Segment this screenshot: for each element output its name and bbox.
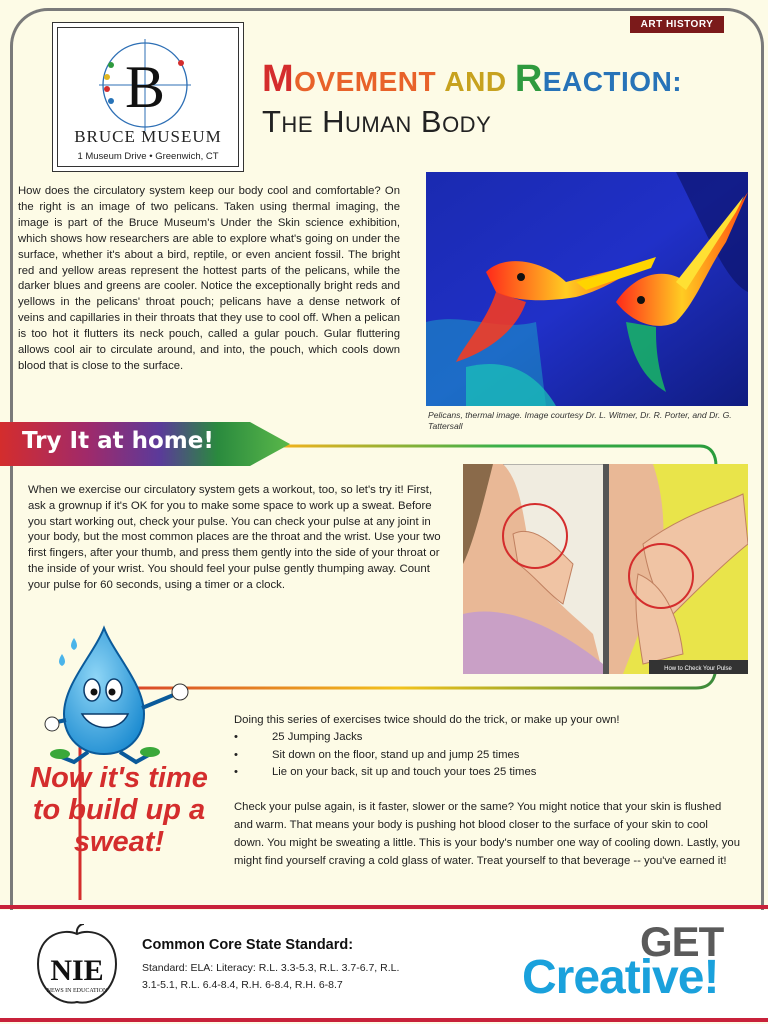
section-tag: ART HISTORY	[630, 16, 724, 33]
get-creative-get: GET	[640, 918, 724, 965]
svg-text:NEWS IN EDUCATION: NEWS IN EDUCATION	[46, 988, 108, 994]
svg-text:NIE: NIE	[50, 954, 104, 987]
ccss-standards: Standard: ELA: Literacy: R.L. 3.3-5.3, R.L. 3.7-6.7, R.L. 3.1-5.1, R.L. 6.4-8.4, R.H. 6-8.4, R.H. 6-8.7	[142, 962, 400, 991]
title-part: OVEMENT	[294, 66, 445, 97]
svg-text:How to Check Your Pulse: How to Check Your Pulse	[664, 666, 732, 672]
intro-paragraph: How does the circulatory system keep our body cool and comfortable? On the right is an image of two pelicans. Taken using thermal imaging, the image is part of the Bruce Museum's Under the Skin science exhibition, which shows how researchers are able to explore what's going on under the surface, whether it's about a bird, reptile, or even ancient fossil. The bright red and yellow areas represent the hottest parts of the pelicans, while the darker blues and greens are cooler. Notice the exceptionally bright reds and yellows in the pelicans' throat pouch; pelicans have a dense network of veins and capillaries in their throats that they use to cool off. When a pelican is too hot it flutters its neck pouch, called a gular pouch. Gular fluttering allows cool air to circulate around, and into, the pouch, which cools down blood that is close to the surface.	[18, 185, 400, 372]
pulse-check-illustration	[463, 464, 748, 674]
exercise-list	[234, 729, 754, 782]
nie-logo-icon	[30, 924, 124, 1010]
list-item: • Lie on your back, sit up and touch your toes 25 times	[234, 766, 537, 778]
footer-bottom-divider	[0, 1018, 768, 1022]
thermal-pelican-image	[426, 172, 748, 406]
home-paragraph: When we exercise our circulatory system gets a workout, too, so let's try it! First, ask a grownup if it's OK for you to make some space to work up a sweat. Before you start working out, check your pulse. You can check your pulse at any joint in your body, but the most common places are the throat and the wrist. Use your two first fingers, after your thumb, and press them gently into the side of your throat or the inside of your wrist. You should feel your pulse gently thumping away. Count your pulse for 60 seconds, using a timer or a clock.	[28, 484, 441, 591]
title-part: EACTION:	[542, 66, 683, 97]
page-subtitle: The Human Body	[262, 104, 492, 139]
bruce-museum-logo	[52, 22, 244, 172]
title-part: M	[262, 58, 295, 100]
try-it-heading: Try It at home!	[22, 428, 214, 454]
exercises-intro: Doing this series of exercises twice should do the trick, or make up your own!	[234, 714, 620, 726]
get-creative-creative: Creative!	[522, 951, 719, 1004]
closing-paragraph: Check your pulse again, is it faster, slower or the same? You might notice that your skin is flushed and warm. That means your body is pushing hot blood closer to the surface of your skin to cool down. You might be sweating a little. This is your body's number one way of cooling down. Lastly, you might find yourself craving a cold glass of water. Treat yourself to that beverage -- you've earned it!	[234, 801, 740, 867]
footer-top-divider	[0, 905, 768, 909]
museum-address: 1 Museum Drive • Greenwich, CT	[77, 151, 219, 162]
image-caption: Pelicans, thermal image. Image courtesy Dr. L. Witmer, Dr. R. Porter, and Dr. G. Tattersall	[428, 410, 732, 431]
list-item: • 25 Jumping Jacks	[234, 731, 363, 743]
title-part: R	[514, 58, 543, 100]
museum-name: BRUCE MUSEUM	[74, 127, 222, 146]
list-item: • Sit down on the floor, stand up and jump 25 times	[234, 748, 520, 761]
water-drop-mascot-icon	[44, 624, 204, 768]
sweat-callout: Now it's time to build up a sweat!	[30, 762, 208, 858]
title-part: AND	[444, 66, 515, 97]
ccss-title: Common Core State Standard:	[142, 937, 354, 953]
svg-text:B: B	[124, 54, 166, 120]
museum-b-emblem-icon	[53, 23, 243, 171]
page-title	[262, 58, 682, 101]
